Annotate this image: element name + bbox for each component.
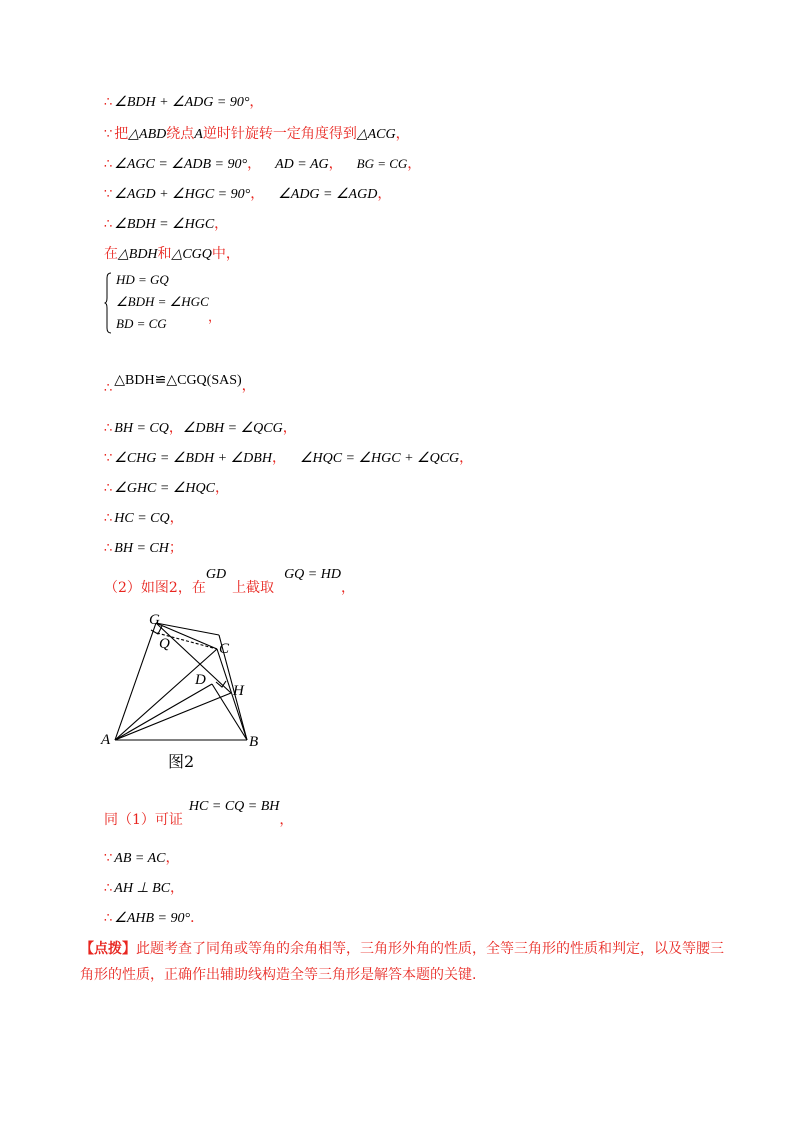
therefore-symbol: ∴ (104, 381, 113, 396)
therefore-symbol: ∴ (104, 157, 113, 172)
formula: ∠HQC = ∠HGC + ∠QCG (299, 451, 460, 466)
step-5 (104, 214, 228, 235)
punct: ， (407, 156, 422, 172)
therefore-symbol: ∴ (104, 541, 113, 556)
label-B: B (249, 734, 259, 750)
punct: ， (279, 812, 294, 828)
punct: ， (170, 880, 185, 896)
geometry-figure (95, 605, 275, 775)
therefore-symbol: ∴ (104, 511, 113, 526)
punct: ； (168, 540, 183, 556)
system-line-1: HD = GQ (116, 272, 169, 287)
formula: AD = AG (275, 157, 329, 172)
formula: ∠AHB = 90° (114, 911, 191, 926)
formula: ∠GHC = ∠HQC (114, 481, 215, 496)
segment-AG (115, 623, 156, 740)
formula: ∠AGD + ∠HGC = 90° (114, 187, 251, 202)
formula: △CGQ (171, 247, 212, 262)
punct: ． (190, 910, 205, 926)
left-brace-icon (104, 272, 112, 334)
step-2 (104, 124, 410, 145)
punct: ， (168, 420, 183, 436)
text: 和 (157, 246, 172, 262)
segment-AC (115, 649, 217, 740)
punct: ， (282, 420, 297, 436)
punct: ， (459, 450, 474, 466)
formula: △BDH (118, 247, 158, 262)
label-C: C (219, 641, 230, 657)
formula: ∠CHG = ∠BDH + ∠DBH (114, 451, 272, 466)
segment-AD (115, 684, 212, 740)
label-H: H (233, 683, 244, 699)
text: 上截取 (232, 580, 275, 596)
step-13 (104, 567, 355, 599)
step-14 (104, 799, 294, 831)
step-9 (104, 448, 473, 469)
formula: ∠BDH = ∠HGC (114, 217, 215, 232)
step-15 (104, 848, 179, 869)
punct: ， (165, 850, 180, 866)
step-12 (104, 538, 183, 559)
text: 在 (104, 246, 118, 262)
punct: ， (395, 126, 410, 142)
step-7 (104, 370, 256, 396)
therefore-symbol: ∴ (104, 421, 113, 436)
because-symbol: ∵ (104, 127, 113, 142)
formula: GQ = HD (284, 567, 341, 582)
formula: ∠DBH = ∠QCG (182, 421, 283, 436)
formula: △ABD (128, 127, 167, 142)
step-4 (104, 184, 391, 205)
therefore-symbol: ∴ (104, 217, 113, 232)
segment-GE (156, 623, 219, 635)
formula: BH = CH (114, 541, 169, 556)
because-symbol: ∵ (104, 451, 113, 466)
punct: ， (214, 480, 229, 496)
step-11 (104, 508, 184, 529)
punct: ， (377, 186, 392, 202)
text: 中， (211, 246, 240, 262)
step-10 (104, 478, 229, 499)
label-A: A (101, 732, 111, 748)
formula: BG = CG (356, 156, 408, 171)
punct: ， (241, 378, 256, 394)
therefore-symbol: ∴ (104, 911, 113, 926)
system-line-2: ∠BDH = ∠HGC (116, 294, 209, 309)
formula: ∠AGC = ∠ADB = 90° (114, 157, 248, 172)
punct: ， (328, 156, 343, 172)
comment-paragraph (80, 936, 730, 988)
punct: ， (208, 309, 222, 324)
punct: ， (271, 450, 286, 466)
text: 同（1）可证 (104, 812, 183, 828)
because-symbol: ∵ (104, 187, 113, 202)
system-line-3: BD = CG (116, 316, 167, 331)
because-symbol: ∵ (104, 851, 113, 866)
therefore-symbol: ∴ (104, 881, 113, 896)
formula: ∠ADG = ∠AGD (278, 187, 378, 202)
text: 逆时针旋转一定角度得到 (202, 126, 357, 142)
formula: AH ⊥ BC (114, 881, 171, 896)
formula: A (194, 127, 203, 142)
label-G: G (149, 612, 160, 628)
therefore-symbol: ∴ (104, 95, 113, 110)
formula: AB = AC (114, 851, 166, 866)
punct: ， (247, 156, 262, 172)
punct: ， (249, 94, 264, 110)
figure-caption: 图2 (168, 752, 195, 771)
text: 把 (114, 126, 129, 142)
punct: ， (250, 186, 265, 202)
formula: HC = CQ = BH (188, 799, 280, 814)
formula: △ACG (356, 127, 396, 142)
step-8 (104, 418, 297, 439)
comment-text: 此题考查了同角或等角的余角相等，三角形外角的性质，全等三角形的性质和判定，以及等腰三角形的性质，正确作出辅助线构造全等三角形是解答本题的关键. (80, 941, 724, 983)
punct: ， (214, 216, 229, 232)
text: 绕点 (166, 126, 195, 142)
punct: ， (169, 510, 184, 526)
step-3 (104, 154, 421, 175)
step-17 (104, 908, 204, 929)
punct: ， (340, 580, 355, 596)
step-16 (104, 878, 184, 899)
segment-AH (115, 693, 231, 740)
formula: BH = CQ (114, 421, 169, 436)
formula: GD (205, 567, 227, 582)
step-1 (104, 92, 263, 113)
label-D: D (195, 672, 206, 688)
text: （2）如图2，在 (104, 580, 206, 596)
formula: ∠BDH + ∠ADG = 90° (114, 95, 250, 110)
formula: △BDH≌△CGQ(SAS) (114, 373, 242, 388)
comment-tag: 【点拨】 (80, 941, 136, 957)
formula: HC = CQ (114, 511, 170, 526)
therefore-symbol: ∴ (104, 481, 113, 496)
label-Q: Q (159, 636, 170, 652)
step-6 (104, 244, 240, 265)
